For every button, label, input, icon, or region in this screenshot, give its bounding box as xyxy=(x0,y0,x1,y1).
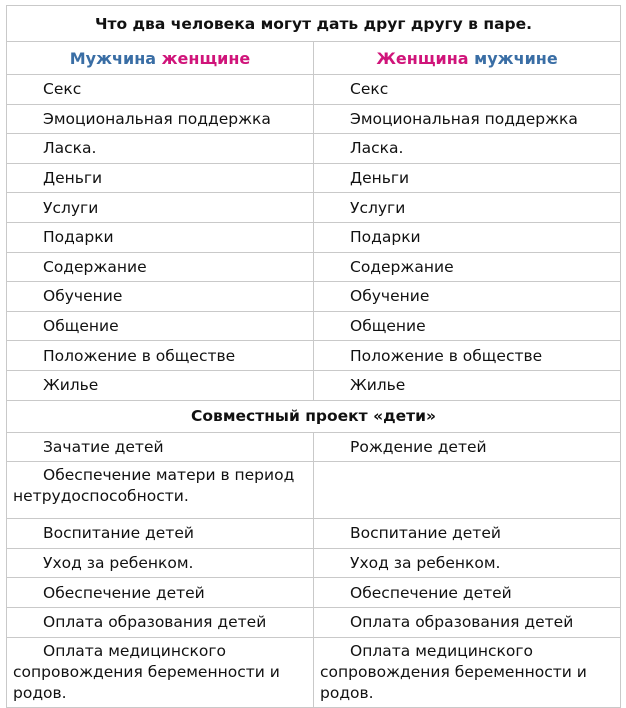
cell-left xyxy=(7,462,314,519)
header-row xyxy=(7,42,621,75)
table-row xyxy=(7,75,621,105)
cell-right: Общение xyxy=(314,311,621,341)
cell-left: Ласка. xyxy=(7,134,314,164)
table-row xyxy=(7,193,621,223)
cell-right xyxy=(314,637,621,707)
cell-left-line2: нетрудоспособности. xyxy=(13,487,189,506)
cell-right: Оплата образования детей xyxy=(314,607,621,637)
cell-right: Подарки xyxy=(314,222,621,252)
title-row xyxy=(7,6,621,42)
cell-left: Оплата образования детей xyxy=(7,607,314,637)
header-right xyxy=(314,42,621,75)
cell-left-line2: сопровождения беременности и xyxy=(13,662,280,681)
cell-right-line1: Оплата медицинского xyxy=(350,641,533,660)
cell-left: Жилье xyxy=(7,370,314,400)
table-row xyxy=(7,519,621,549)
cell-right: Жилье xyxy=(314,370,621,400)
cell-right: Содержание xyxy=(314,252,621,282)
cell-left: Услуги xyxy=(7,193,314,223)
roles-table xyxy=(6,5,621,708)
cell-right: Деньги xyxy=(314,163,621,193)
cell-left: Уход за ребенком. xyxy=(7,548,314,578)
table-row xyxy=(7,311,621,341)
document-page xyxy=(6,5,620,708)
header-right-part2: мужчине xyxy=(474,48,558,68)
header-left-part1: Мужчина xyxy=(69,48,157,68)
cell-right: Услуги xyxy=(314,193,621,223)
cell-left xyxy=(7,637,314,707)
table-row xyxy=(7,282,621,312)
cell-left: Общение xyxy=(7,311,314,341)
cell-right-empty xyxy=(314,462,621,519)
header-right-part1: Женщина xyxy=(376,48,469,68)
table-row xyxy=(7,222,621,252)
section-title: Совместный проект «дети» xyxy=(7,400,621,432)
table-row xyxy=(7,163,621,193)
table-title: Что два человека могут дать друг другу в паре. xyxy=(7,6,621,42)
cell-right: Секс xyxy=(314,75,621,105)
table-row xyxy=(7,548,621,578)
cell-left: Обеспечение детей xyxy=(7,578,314,608)
cell-right: Обеспечение детей xyxy=(314,578,621,608)
table-row xyxy=(7,578,621,608)
table-row xyxy=(7,462,621,519)
cell-right: Уход за ребенком. xyxy=(314,548,621,578)
cell-left: Эмоциональная поддержка xyxy=(7,104,314,134)
cell-left: Воспитание детей xyxy=(7,519,314,549)
cell-left: Зачатие детей xyxy=(7,432,314,462)
header-left-part2: женщине xyxy=(161,48,251,68)
table-row xyxy=(7,370,621,400)
table-row xyxy=(7,432,621,462)
cell-left: Деньги xyxy=(7,163,314,193)
cell-left-line1: Оплата медицинского xyxy=(43,641,226,660)
cell-right: Ласка. xyxy=(314,134,621,164)
cell-left-line1: Обеспечение матери в период xyxy=(43,466,295,485)
header-left xyxy=(7,42,314,75)
table-row xyxy=(7,341,621,371)
section-row xyxy=(7,400,621,432)
cell-left: Содержание xyxy=(7,252,314,282)
table-row xyxy=(7,607,621,637)
cell-right: Воспитание детей xyxy=(314,519,621,549)
cell-left: Подарки xyxy=(7,222,314,252)
cell-left: Секс xyxy=(7,75,314,105)
table-row xyxy=(7,252,621,282)
cell-left: Положение в обществе xyxy=(7,341,314,371)
table-row xyxy=(7,104,621,134)
table-row xyxy=(7,134,621,164)
cell-left-line3: родов. xyxy=(13,683,67,702)
cell-right-line2: сопровождения беременности и xyxy=(320,662,587,681)
cell-right: Обучение xyxy=(314,282,621,312)
cell-right: Положение в обществе xyxy=(314,341,621,371)
cell-right: Рождение детей xyxy=(314,432,621,462)
table-row xyxy=(7,637,621,707)
cell-right: Эмоциональная поддержка xyxy=(314,104,621,134)
cell-right-line3: родов. xyxy=(320,683,374,702)
cell-left: Обучение xyxy=(7,282,314,312)
